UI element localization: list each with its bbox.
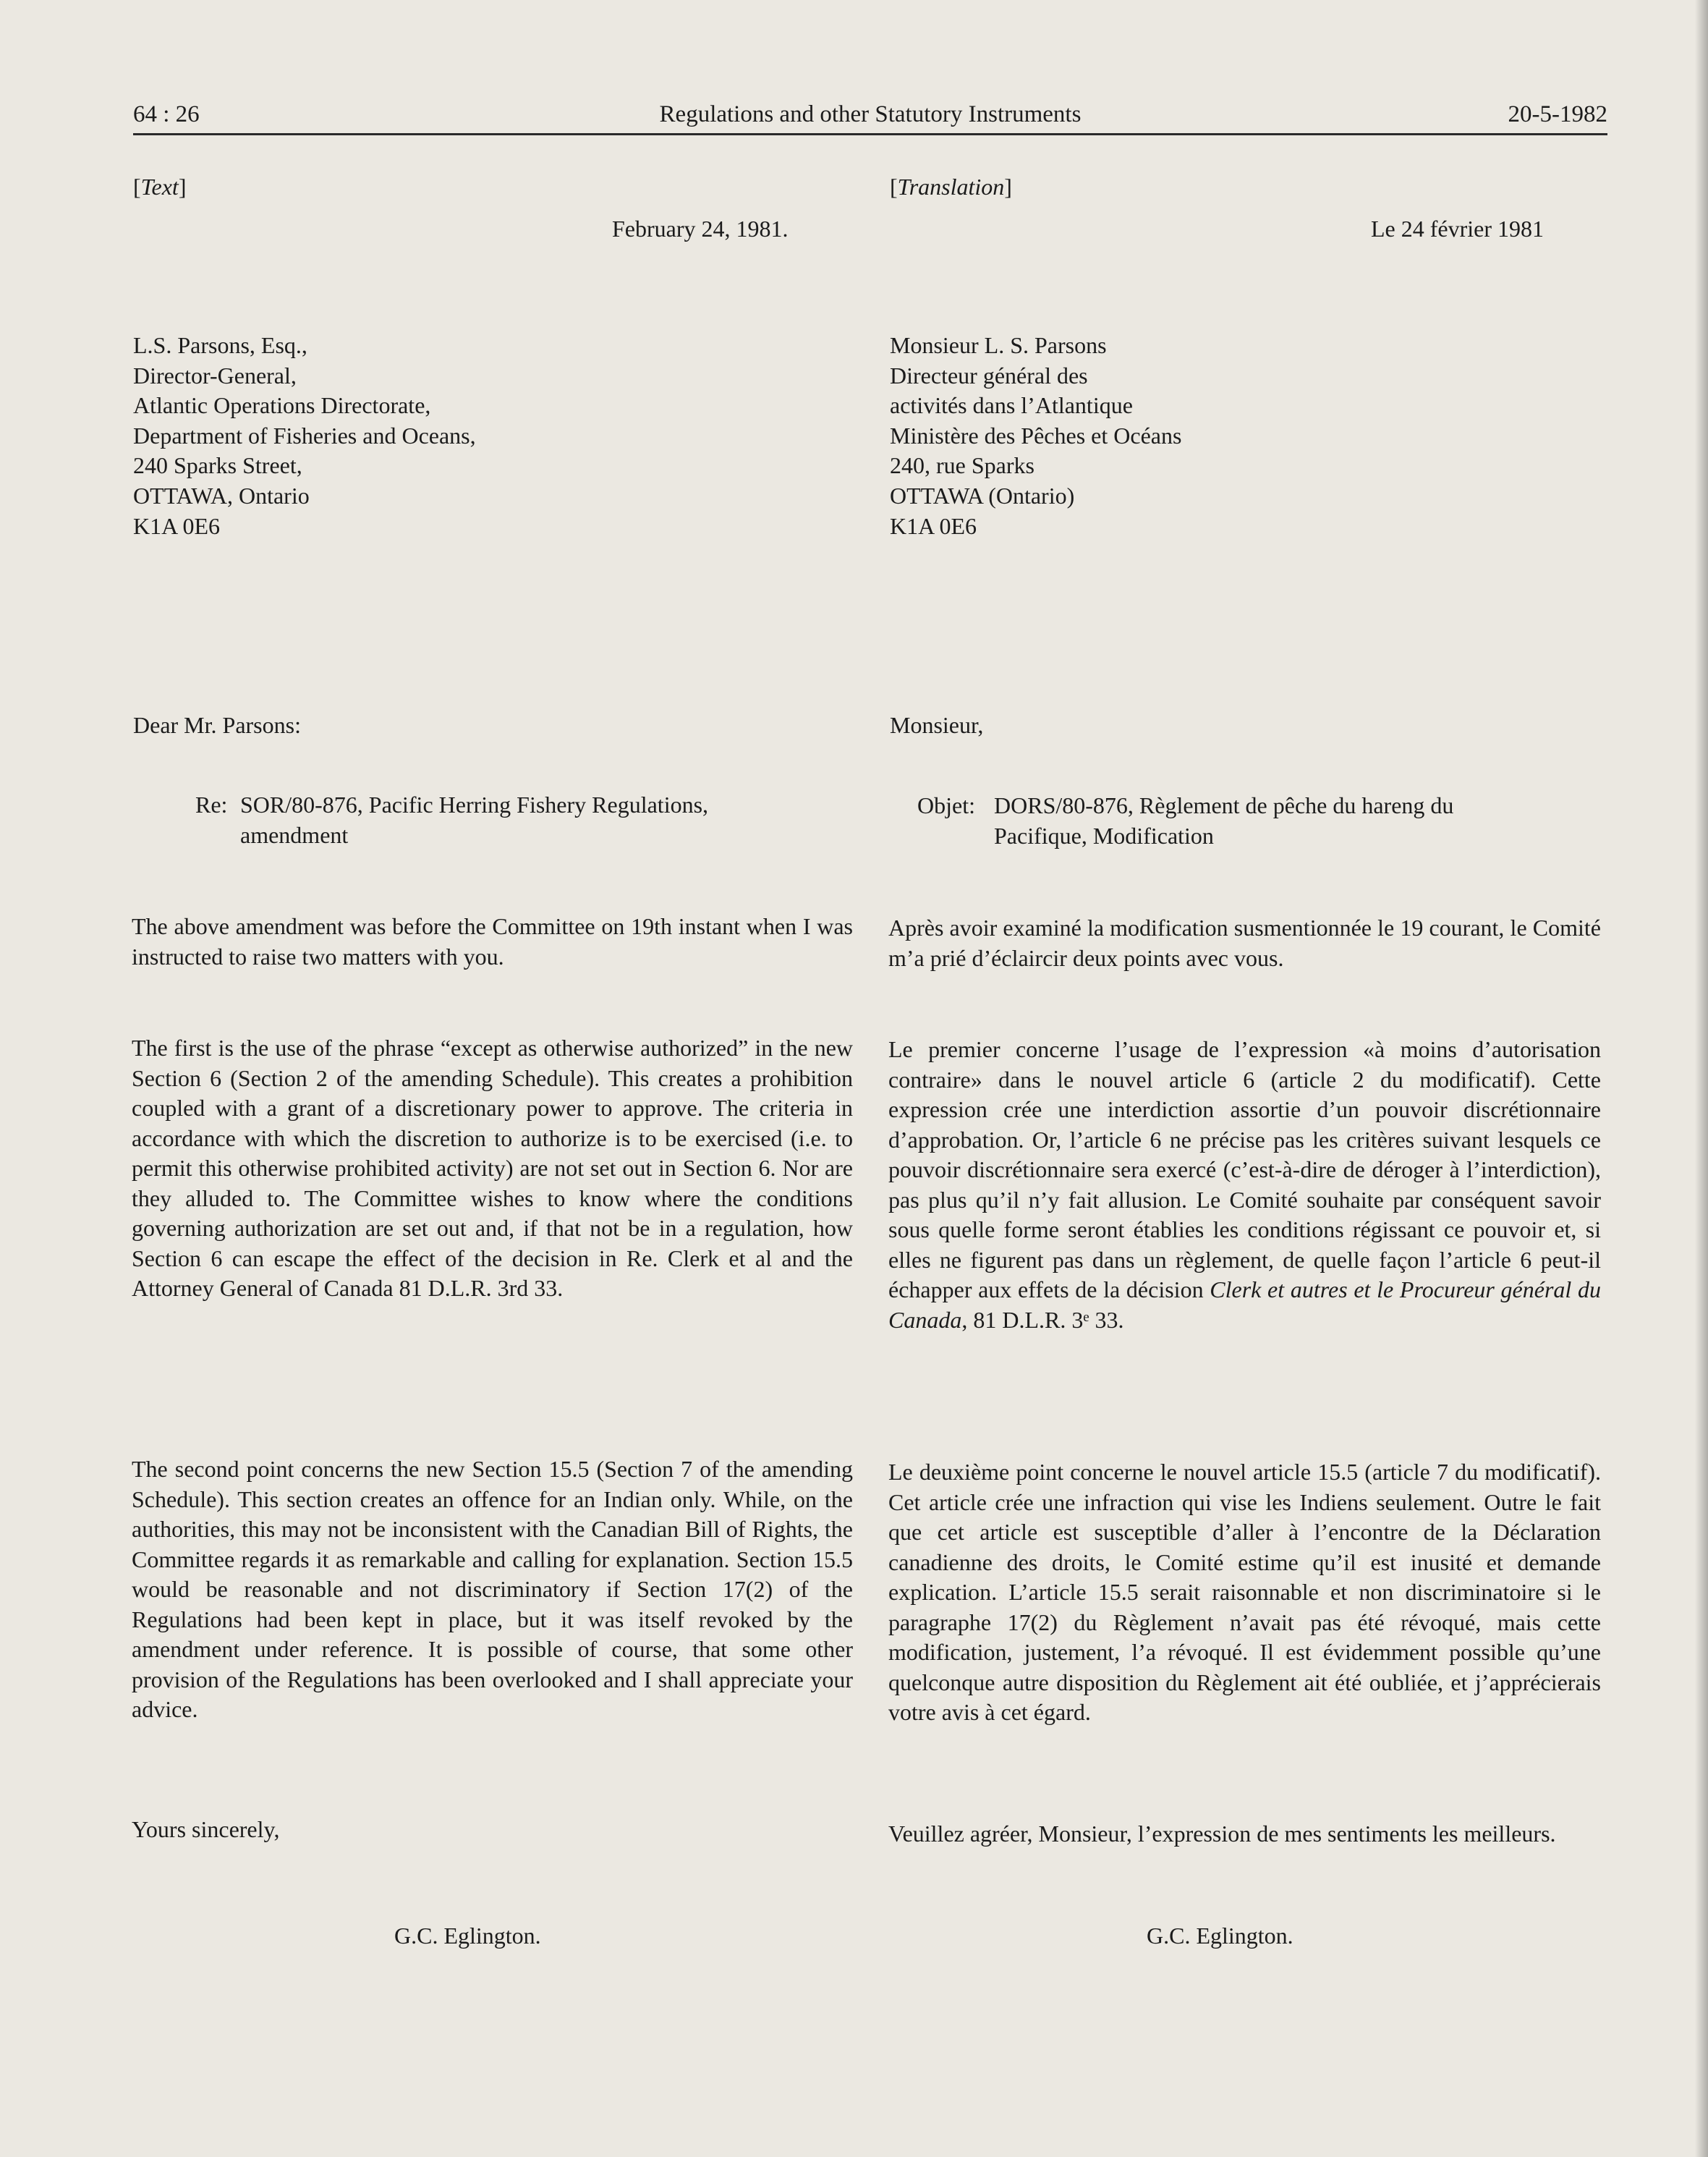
letter-date-fr: Le 24 février 1981 <box>1371 216 1545 242</box>
publication-title: Regulations and other Statutory Instruments <box>659 101 1082 127</box>
salutation-fr: Monsieur, <box>890 712 984 738</box>
paragraph-2-fr-text: Le premier concerne l’usage de l’expression «à moins d’autorisation contraire» dans le nouvel article 6 (article 2 du modificatif). Cette expression crée une interdiction assortie d’un pouvoir discrétionnaire d’approbation. Or, l’article 6 ne précise pas les critères suivant lesquels ce pouvoir discrétionnaire sera exercé (c’est-à-dire de déroger à l’interdiction), pas plus qu’il n’y fait allusion. Le Comité souhaite par conséquent savoir sous quelle forme seront établies les conditions régissant ce pouvoir et, si elles ne figurent pas dans un règlement, de quelle façon l’article 6 peut-il échapper aux effets de la décision <box>888 1036 1601 1302</box>
text-label-word: Text <box>140 174 179 200</box>
recipient-address: L.S. Parsons, Esq., Director-General, Atlantic Operations Directorate, Department of Fisheries and Oceans, 240 Sparks Street, OTTAWA, Ontario K1A 0E6 <box>133 332 476 539</box>
subject-key-fr: Objet: <box>917 792 975 818</box>
page-edge-shadow <box>1695 0 1708 2157</box>
paragraph-3-fr: Le deuxième point concerne le nouvel article 15.5 (article 7 du modificatif). Cet article crée une infraction qui vise les Indiens seulement. Outre le fait que cet article est susceptible d’aller à l’encontre de la Déclaration canadienne des droits, le Comité estime qu’il est inusité et demande explication. L’article 15.5 serait raisonnable et non discriminatoire si le paragraphe 17(2) du Règlement n’avait pas été révoqué, mais cette modification, justement, l’a révoqué. Il est évidemment possible qu’une quelconque autre disposition du Règlement ait été oubliée, et j’apprécierais votre avis à cet égard. <box>888 1459 1601 1725</box>
translation-label-word: Translation <box>897 174 1005 200</box>
subject-value: SOR/80-876, Pacific Herring Fishery Regulations, amendment <box>240 792 709 848</box>
running-header <box>133 97 1607 135</box>
paragraph-2: The first is the use of the phrase “except as otherwise authorized” in the new Section 6 (Section 2 of the amending Schedule). This creates a prohibition coupled with a grant of a discretionary power to approve. The criteria in accordance with which the discretion to authorize is to be exercised (i.e. to permit this otherwise prohibited activity) are not set out in Section 6. Nor are they alluded to. The Committee wishes to know where the conditions governing authorization are set out and, if that not be in a regulation, how Section 6 can escape the effect of the decision in Re. Clerk et al and the Attorney General of Canada 81 D.L.R. 3rd 33. <box>132 1035 853 1301</box>
paragraph-2-fr <box>888 1035 1601 1335</box>
salutation: Dear Mr. Parsons: <box>133 712 301 738</box>
signature: G.C. Eglington. <box>394 1923 541 1949</box>
paragraph-1-fr: Après avoir examiné la modification susmentionnée le 19 courant, le Comité m’a prié d’éclaircir deux points avec vous. <box>888 915 1601 971</box>
closing: Yours sincerely, <box>132 1816 280 1842</box>
paragraph-1: The above amendment was before the Committee on 19th instant when I was instructed to raise two matters with you. <box>132 913 853 970</box>
recipient-address-fr: Monsieur L. S. Parsons Directeur général des activités dans l’Atlantique Ministère des Pêches et Océans 240, rue Sparks OTTAWA (Ontario) K1A 0E6 <box>890 332 1182 539</box>
paragraph-3: The second point concerns the new Section 15.5 (Section 7 of the amending Schedule). This section creates an offence for an Indian only. While, on the authorities, this may not be inconsistent with the Canadian Bill of Rights, the Committee regards it as remarkable and calling for explanation. Section 15.5 would be reasonable and not discriminatory if Section 17(2) of the Regulations had been kept in place, but it was itself revoked by the amendment under reference. It is possible of course, that some other provision of the Regulations has been overlooked and I shall appreciate your advice. <box>132 1456 853 1722</box>
closing-fr: Veuillez agréer, Monsieur, l’expression de mes sentiments les meilleurs. <box>888 1821 1556 1847</box>
letter-date: February 24, 1981. <box>612 216 789 242</box>
issue-date: 20-5-1982 <box>1508 101 1607 127</box>
case-citation-fr: Clerk et autres et le Procureur général du Canada <box>888 1276 1602 1333</box>
signature-fr: G.C. Eglington. <box>1147 1923 1293 1949</box>
subject-value-fr: DORS/80-876, Règlement de pêche du hareng du Pacifique, Modification <box>994 792 1454 849</box>
page-number: 64 : 26 <box>133 101 200 127</box>
paragraph-2-fr-end: , 81 D.L.R. 3ᵉ 33. <box>961 1306 1124 1333</box>
subject-key: Re: <box>195 792 228 818</box>
text-label: [Text] <box>133 174 187 200</box>
translation-label: [Translation] <box>890 174 1012 200</box>
